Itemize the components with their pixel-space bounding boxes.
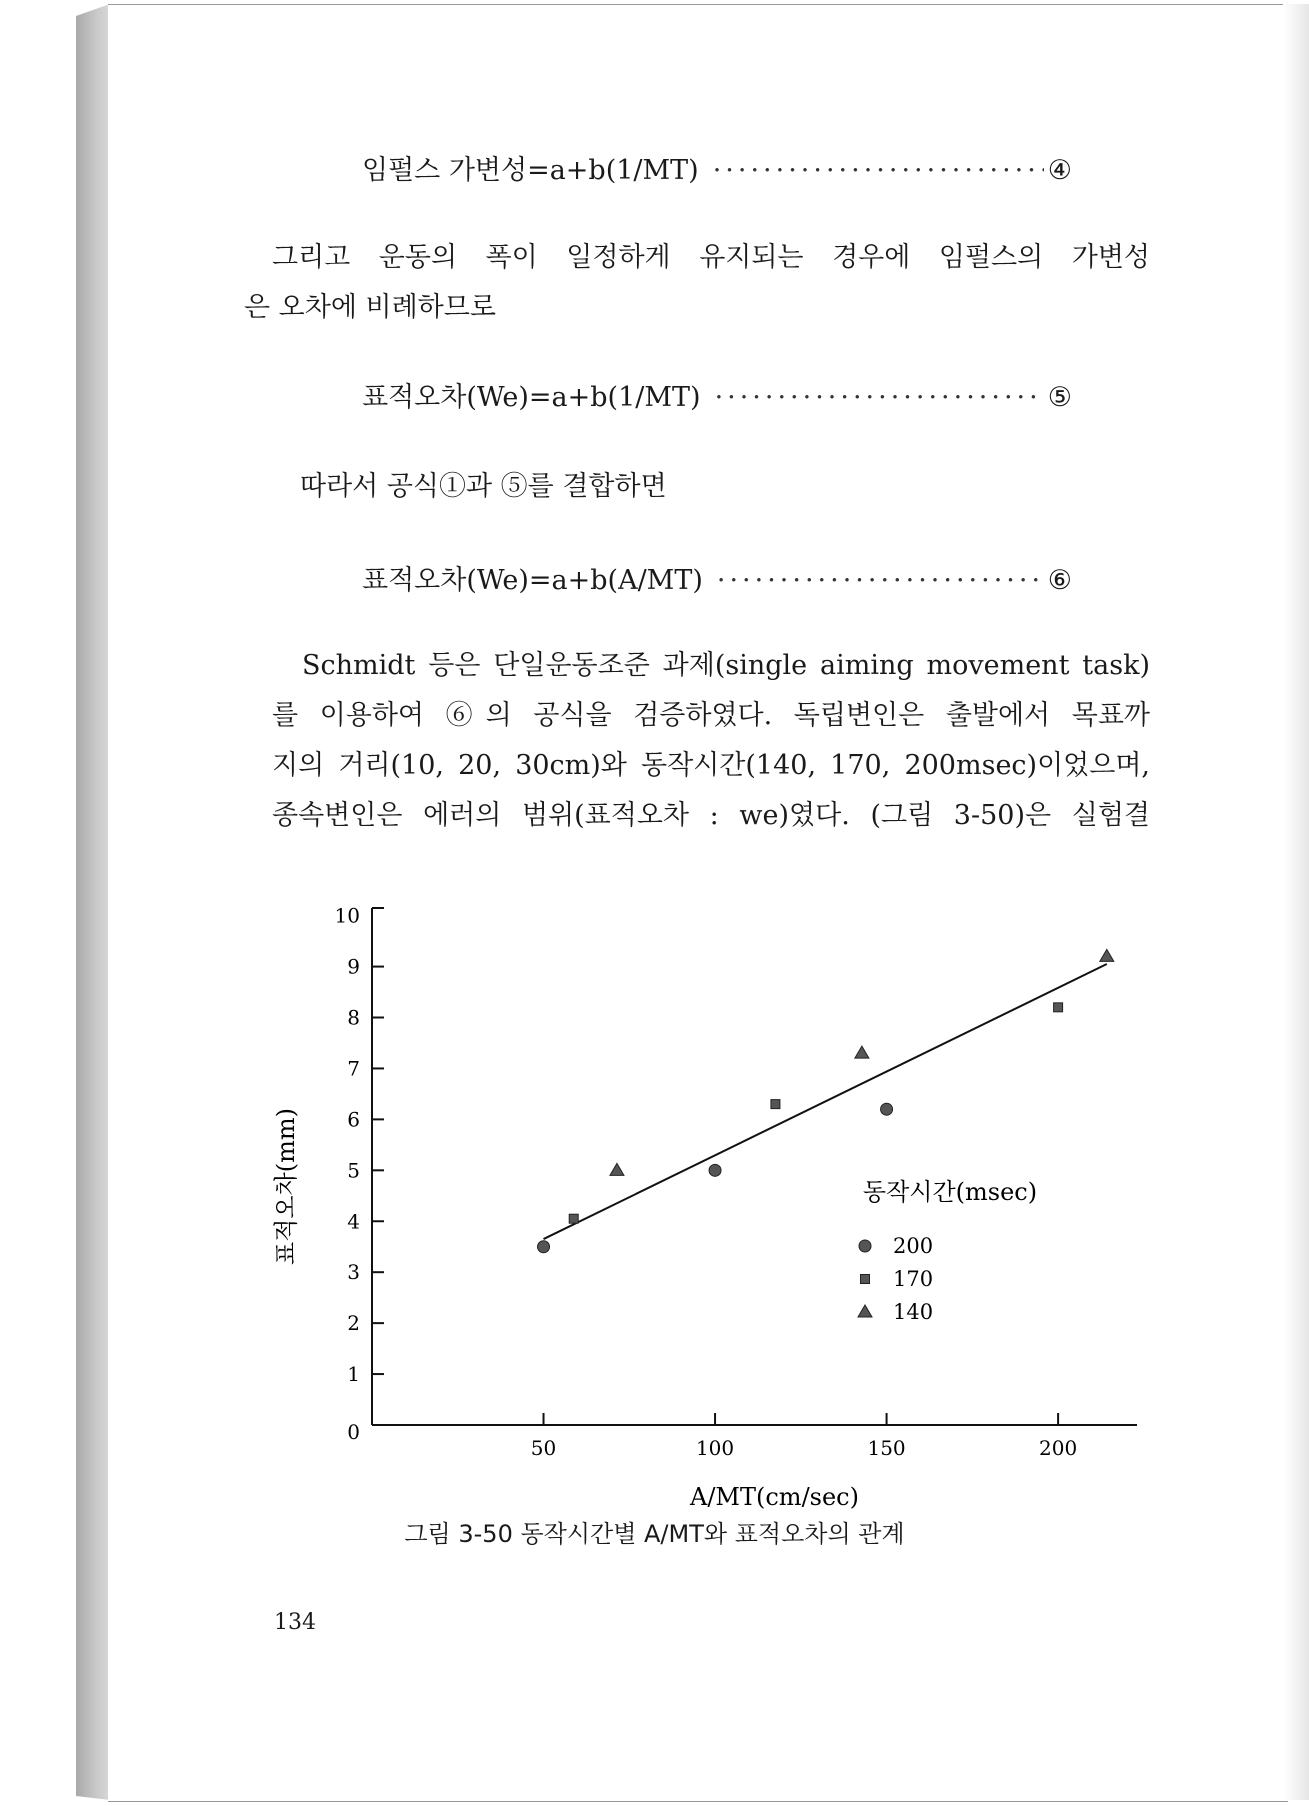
formula-6	[362, 558, 1072, 597]
paragraph-line: 은 오차에 비례하므로	[244, 292, 496, 323]
dot-leader	[715, 382, 1044, 413]
y-tick-label: 2	[347, 1311, 360, 1336]
scatter-chart	[240, 880, 1160, 1510]
data-point-140	[1100, 949, 1114, 961]
x-tick-label: 100	[695, 1436, 735, 1460]
data-point-140	[610, 1163, 624, 1175]
y-tick-label: 9	[347, 954, 360, 979]
x-tick-label: 200	[1039, 1436, 1078, 1460]
legend-marker-170	[861, 1275, 870, 1284]
legend-marker-140	[858, 1305, 872, 1317]
data-point-200	[709, 1164, 721, 1176]
data-point-170	[569, 1214, 578, 1223]
data-point-140	[855, 1046, 869, 1058]
paragraph-1	[244, 233, 1150, 333]
paragraph-2: 따라서 공식①과 ⑤를 결합하면	[300, 471, 667, 502]
legend-label: 170	[893, 1267, 934, 1291]
paragraph-line: 를 이용하여 ⑥의 공식을 검증하였다. 독립변인은 출발에서 목표까	[272, 700, 1150, 731]
legend-marker-200	[859, 1240, 871, 1252]
formula-text: 임펄스 가변성=a+b(1/MT)	[362, 155, 699, 186]
formula-5	[362, 375, 1072, 414]
y-tick-label: 6	[347, 1107, 360, 1132]
x-tick-label: 50	[530, 1436, 557, 1460]
y-tick-label: 8	[347, 1005, 360, 1030]
y-tick-label: 0	[347, 1420, 360, 1444]
paragraph-line: 그리고 운동의 폭이 일정하게 유지되는 경우에 임펄스의 가변성	[272, 242, 1150, 273]
dot-leader	[717, 565, 1044, 596]
formula-text: 표적오차(We)=a+b(A/MT)	[362, 565, 703, 596]
y-tick-label: 1	[347, 1362, 360, 1387]
paragraph-line: Schmidt 등은 단일운동조준 과제(single aiming movement task)	[302, 650, 1150, 681]
paragraph-3	[272, 641, 1150, 841]
data-point-170	[1054, 1003, 1063, 1012]
formula-number: ④	[1047, 155, 1072, 186]
y-tick-label: 3	[347, 1260, 360, 1285]
legend-label: 140	[893, 1300, 934, 1324]
legend-label: 200	[893, 1234, 934, 1258]
formula-text: 표적오차(We)=a+b(1/MT)	[362, 382, 701, 413]
formula-number: ⑤	[1047, 382, 1072, 413]
y-axis-label: 표적오차(mm)	[272, 1108, 300, 1265]
data-point-200	[881, 1103, 893, 1115]
paragraph-line: 종속변인은 에러의 범위(표적오차 : we)였다. (그림 3-50)은 실험결	[272, 800, 1150, 831]
x-axis-label: A/MT(cm/sec)	[690, 1483, 859, 1510]
y-tick-label: 5	[347, 1158, 360, 1183]
y-tick-label: 7	[347, 1056, 360, 1081]
x-tick-label: 150	[867, 1436, 906, 1460]
data-point-170	[771, 1100, 780, 1109]
formula-number: ⑥	[1047, 565, 1072, 596]
y-tick-label: 4	[347, 1209, 360, 1234]
paragraph-line: 지의 거리(10, 20, 30cm)와 동작시간(140, 170, 200msec)이었으며,	[272, 750, 1150, 781]
formula-4	[362, 148, 1072, 187]
page-number: 134	[274, 1610, 316, 1635]
y-tick-label: 10	[334, 903, 360, 928]
legend-title: 동작시간(msec)	[862, 1178, 1038, 1206]
data-point-200	[538, 1241, 550, 1253]
figure-caption: 그림 3-50 동작시간별 A/MT와 표적오차의 관계	[404, 1520, 905, 1548]
dot-leader	[713, 155, 1044, 186]
